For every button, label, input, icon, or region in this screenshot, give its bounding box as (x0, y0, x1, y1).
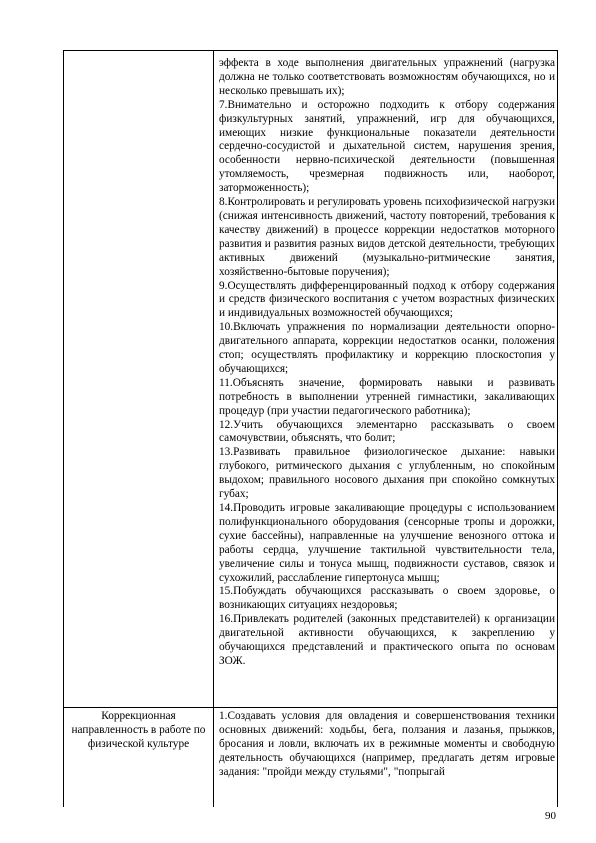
paragraph: 12.Учить обучающихся элементарно рассказывать о своем самочувствии, объяснять, что болит; (219, 418, 555, 445)
paragraph: 8.Контролировать и регулировать уровень психофизической нагрузки (снижая интенсивность движений, частоту повторений, требования к качеству движений) в процессе коррекции недостатков моторного развития и развития разных видов детской деятельности, требующих активных движений (музыкально-ритмические занятия, хозяйственно-бытовые поручения); (219, 196, 555, 278)
paragraph: 14.Проводить игровые закаливающие процедуры с использованием полифункционального оборудования (сенсорные тропы и дорожки, сухие бассейны), направленные на улучшение венозного оттока и работы сердца, улучшение тактильной чувствительности тела, увеличение силы и тонуса мышц, подвижности суставов, связок и сухожилий, расслабление гипертонуса мышц; (219, 502, 555, 584)
paragraph: 10.Включать упражнения по нормализации деятельности опорно-двигательного аппарата, коррекции недостатков осанки, положения стоп; осуществлять профилактику и коррекцию плоскостопия у обучающихся; (219, 321, 555, 375)
paragraph: 13.Развивать правильное физиологическое дыхание: навыки глубокого, ритмического дыхания с углубленным, но спокойным выдохом; правильного носового дыхания при спокойно сомкнутых губах; (219, 446, 555, 501)
paragraph: эффекта в ходе выполнения двигательных упражнений (нагрузка должна не только соответствовать возможностям обучающихся, но и несколько превышать их); (219, 57, 555, 97)
page-number: 90 (545, 810, 556, 822)
paragraph: 1.Создавать условия для овладения и совершенствования техники основных движений: ходьбы, бега, ползания и лазанья, прыжков, бросания и ловли, включать их в режимные моменты и свободную деятельность обучающихся (например, предлагать детям игровые задания: "пройди между стульями", "попрыгай (219, 710, 555, 778)
column-divider (213, 51, 214, 807)
content-table (63, 50, 558, 807)
paragraph: 9.Осуществлять дифференцированный подход к отбору содержания и средств физического воспитания с учетом возрастных физических и индивидуальных возможностей обучающихся; (219, 279, 555, 320)
paragraph: 11.Объяснять значение, формировать навыки и развивать потребность в выполнении утренней гимнастики, закаливающих процедур (при участии педагогического работника); (219, 376, 555, 417)
row-divider (64, 707, 557, 708)
paragraph: 16.Привлекать родителей (законных представителей) к организации двигательной активности обучающихся, к закреплению у обучающихся представлений и практического опыта по основам ЗОЖ. (219, 613, 555, 667)
row2-right-cell (219, 710, 555, 780)
paragraph: 15.Побуждать обучающихся рассказывать о своем здоровье, о возникающих ситуациях нездоровья; (219, 585, 555, 612)
paragraph: 7.Внимательно и осторожно подходить к отбору содержания физкультурных занятий, упражнений, игр для обучающихся, имеющих низкие функциональные показатели деятельности сердечно-сосудистой и дыхательной систем, нарушения зрения, особенности нервно-психической деятельности (повышенная утомляемость, чрезмерная подвижность или, наоборот, заторможенность); (219, 98, 555, 195)
row1-right-cell (219, 57, 555, 669)
row2-left-cell: Коррекционная направленность в работе по физической культуре (71, 710, 206, 750)
